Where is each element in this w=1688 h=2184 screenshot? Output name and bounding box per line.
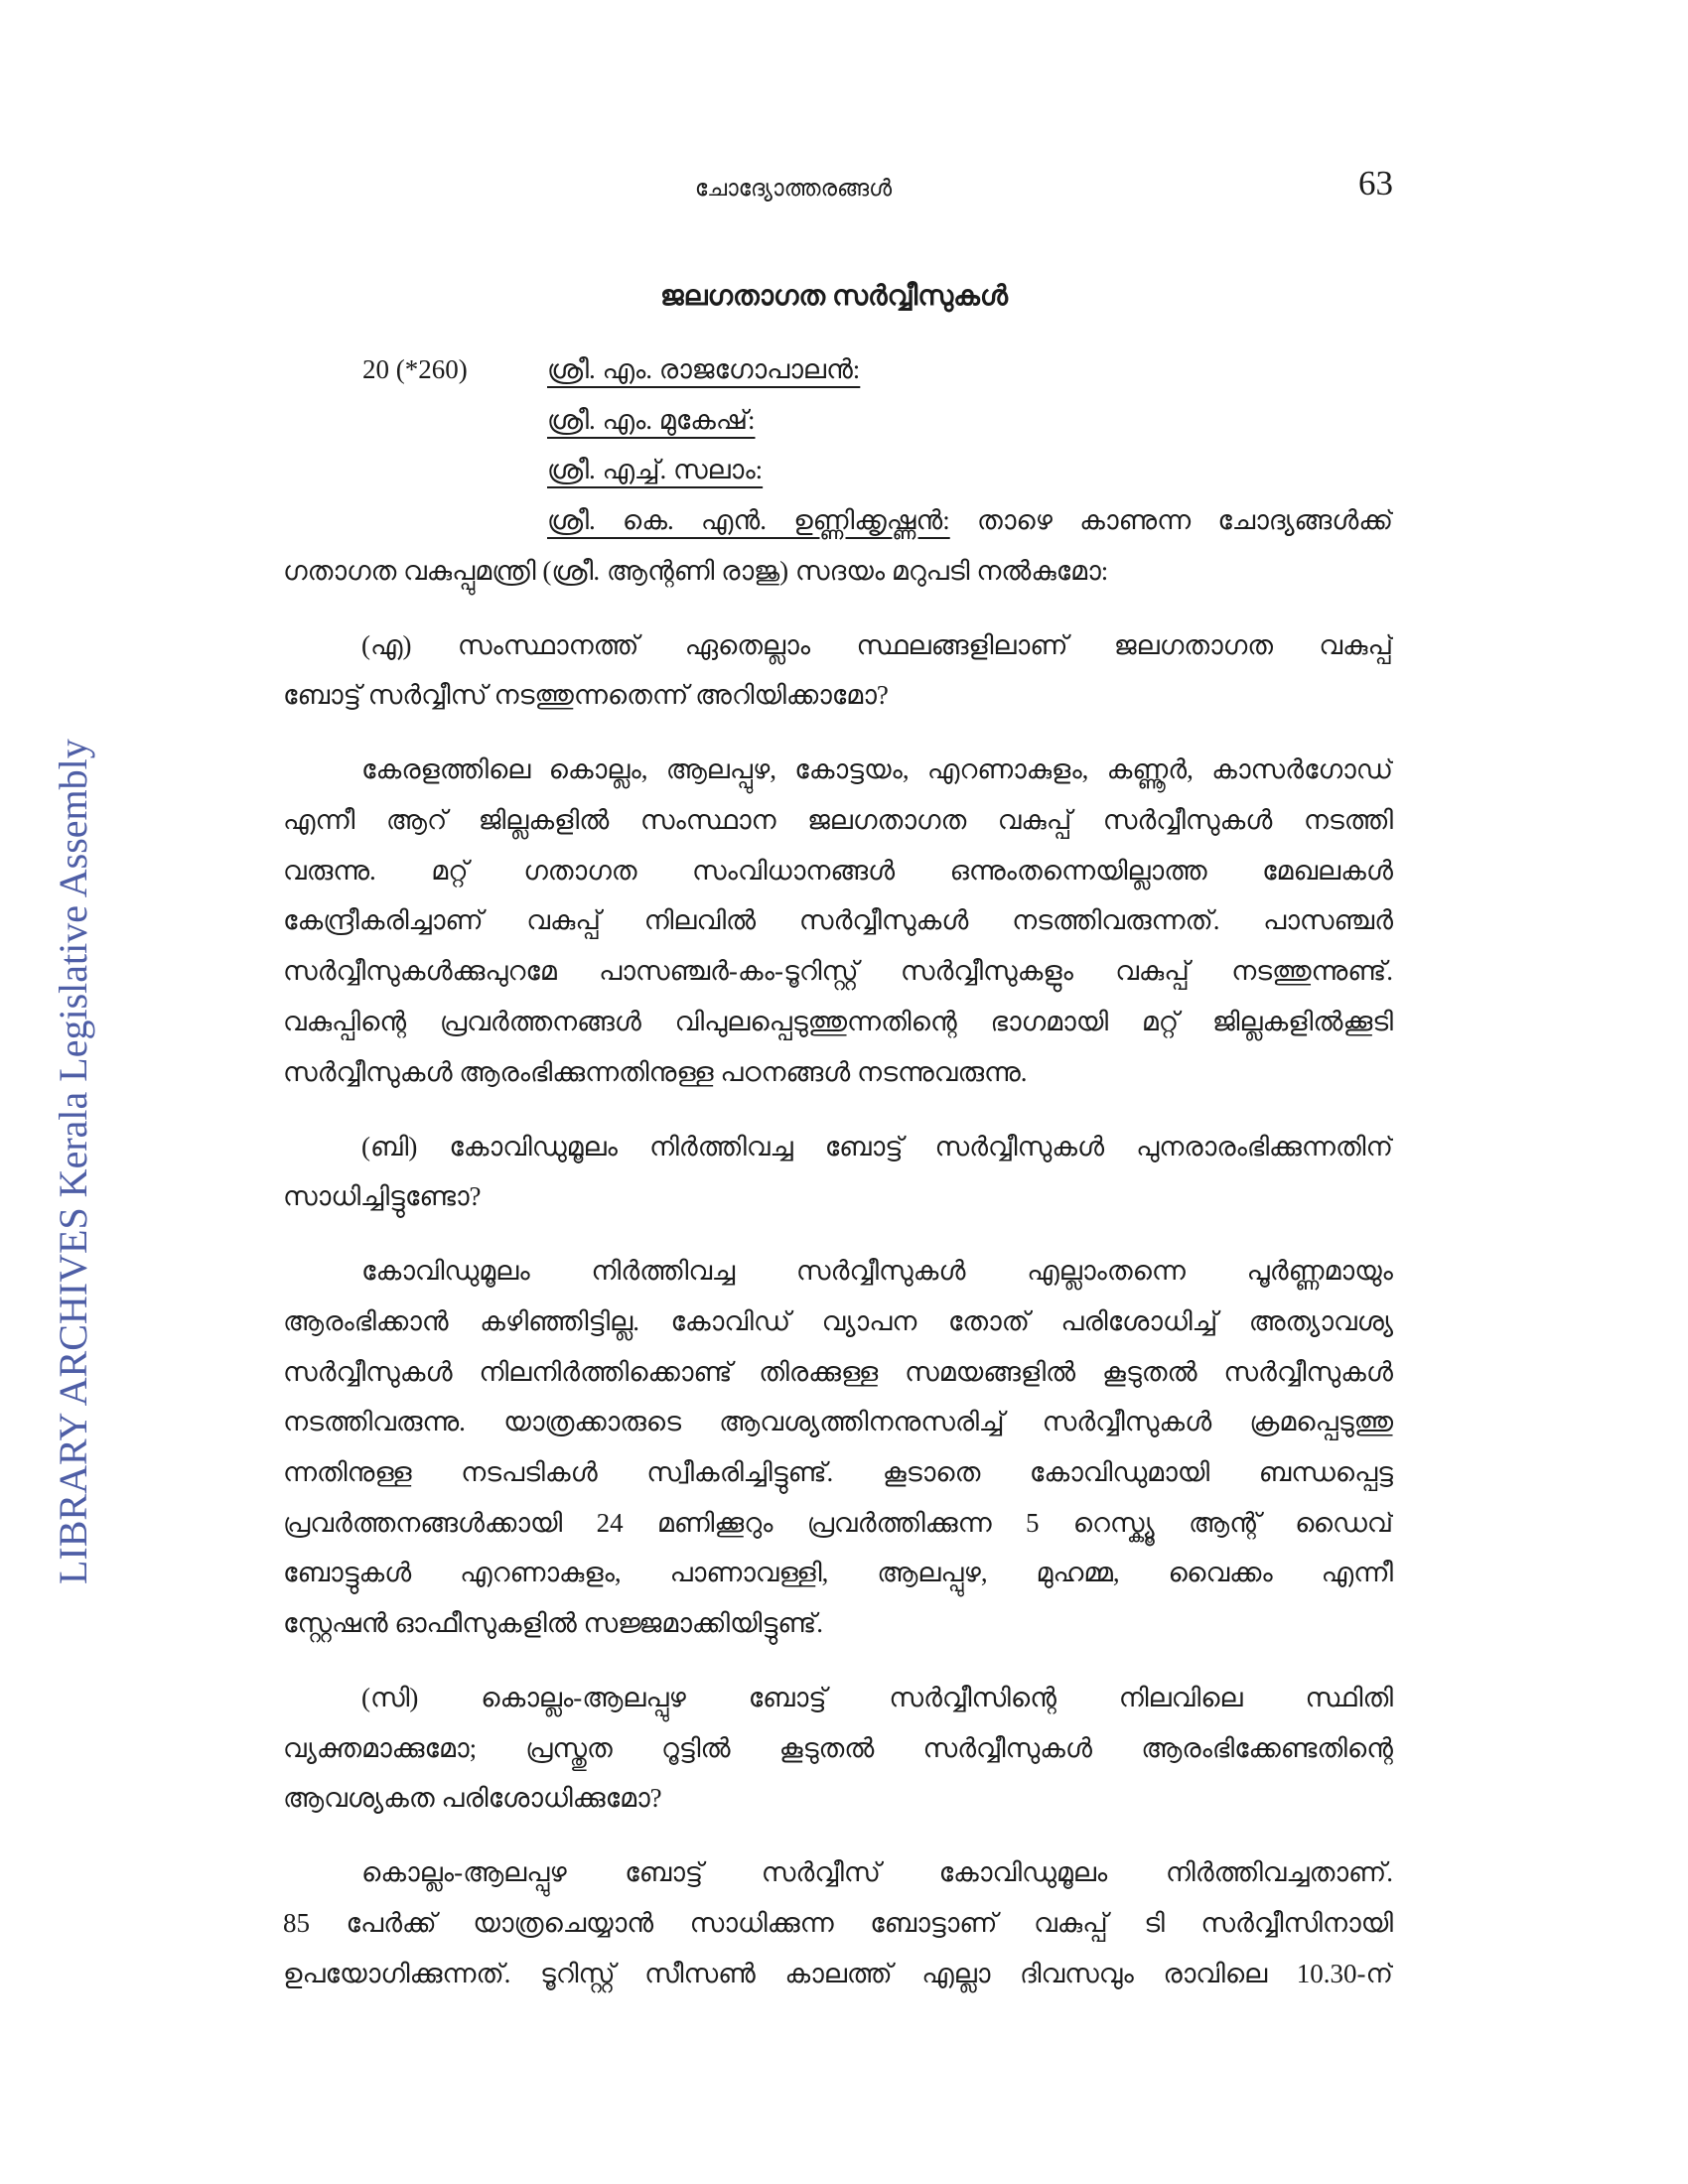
question-line: ബോട്ട് സർവ്വീസ് നടത്തുന്നതെന്ന് അറിയിക്കാമോ? bbox=[283, 680, 889, 711]
answer-line: സർവ്വീസുകൾ നിലനിർത്തിക്കൊണ്ട് തിരക്കുള്ള സമയങ്ങളിൽ കൂടുതൽ സർവ്വീസുകൾ bbox=[283, 1356, 1393, 1387]
question-line: സാധിച്ചിട്ടുണ്ടോ? bbox=[283, 1181, 482, 1212]
answer-line: ബോട്ടുകൾ എറണാകുളം, പാണാവള്ളി, ആലപ്പുഴ, മുഹമ്മ, വൈക്കം എന്നീ bbox=[283, 1558, 1393, 1588]
question-line: ആവശ്യകത പരിശോധിക്കുമോ? bbox=[283, 1783, 662, 1814]
answer-line: ന്നതിനുള്ള നടപടികൾ സ്വീകരിച്ചിട്ടുണ്ട്. കൂടാതെ കോവിഡുമായി ബന്ധപ്പെട്ട bbox=[283, 1456, 1393, 1487]
answer-line: സ്റ്റേഷൻ ഓഫീസുകളിൽ സജ്ജമാക്കിയിട്ടുണ്ട്. bbox=[283, 1608, 823, 1638]
question-line: വ്യക്തമാക്കുമോ; പ്രസ്തുത റൂട്ടിൽ കൂടുതൽ സർവ്വീസുകൾ ആരംഭിക്കേണ്ടതിന്റെ bbox=[283, 1732, 1393, 1763]
member-name: ശ്രീ. എം. രാജഗോപാലൻ: bbox=[547, 354, 861, 384]
answer-line: കേരളത്തിലെ കൊല്ലം, ആലപ്പുഴ, കോട്ടയം, എറണാകുളം, കണ്ണൂർ, കാസർഗോഡ് bbox=[361, 754, 1393, 785]
answer-line: കേന്ദ്രീകരിച്ചാണ് വകുപ്പ് നിലവിൽ സർവ്വീസുകൾ നടത്തിവരുന്നത്. പാസഞ്ചർ bbox=[283, 905, 1393, 936]
question-line: (എ) സംസ്ഥാനത്ത് ഏതെല്ലാം സ്ഥലങ്ങളിലാണ് ജലഗതാഗത വകുപ്പ് bbox=[361, 629, 1393, 660]
member-name: ശ്രീ. കെ. എൻ. ഉണ്ണിക്കൃഷ്ണൻ: bbox=[547, 505, 950, 536]
member-name: ശ്രീ. എച്ച്. സലാം: bbox=[547, 455, 764, 485]
running-header: ചോദ്യോത്തരങ്ങൾ bbox=[694, 176, 893, 201]
answer-line: പ്രവർത്തനങ്ങൾക്കായി 24 മണിക്കൂറും പ്രവർത്തിക്കുന്ന 5 റെസ്ക്യൂ ആന്റ് ഡൈവ് bbox=[283, 1507, 1393, 1538]
page-number: 63 bbox=[1358, 164, 1393, 203]
section-title: ജലഗതാഗത സർവ്വീസുകൾ bbox=[660, 281, 1008, 312]
answer-line: കൊല്ലം-ആലപ്പുഴ ബോട്ട് സർവ്വീസ് കോവിഡുമൂലം നിർത്തിവച്ചതാണ്. bbox=[361, 1857, 1393, 1888]
answer-line: സർവ്വീസുകൾ ആരംഭിക്കുന്നതിനുള്ള പഠനങ്ങൾ നടന്നുവരുന്നു. bbox=[283, 1056, 1028, 1087]
text-body bbox=[283, 344, 1393, 1998]
answer-c bbox=[283, 1847, 1393, 1998]
answer-line: എന്നീ ആറ് ജില്ലകളിൽ സംസ്ഥാന ജലഗതാഗത വകുപ്പ് സർവ്വീസുകൾ നടത്തി bbox=[283, 805, 1393, 836]
answer-line: വരുന്നു. മറ്റ് ഗതാഗത സംവിധാനങ്ങൾ ഒന്നുംതന്നെയില്ലാത്ത മേഖലകൾ bbox=[283, 855, 1393, 886]
answer-line: 85 പേർക്ക് യാത്രചെയ്യാൻ സാധിക്കുന്ന ബോട്ടാണ് വകുപ്പ് ടി സർവ്വീസിനായി bbox=[283, 1908, 1393, 1939]
question-intro-line bbox=[283, 495, 1393, 546]
question-request: താഴെ കാണുന്ന ചോദ്യങ്ങൾക്ക് bbox=[976, 505, 1393, 536]
answer-line: നടത്തിവരുന്നു. യാത്രക്കാരുടെ ആവശ്യത്തിനനുസരിച്ച് സർവ്വീസുകൾ ക്രമപ്പെടുത്തു bbox=[283, 1407, 1393, 1437]
question-intro bbox=[283, 344, 1393, 596]
archive-watermark: LIBRARY ARCHIVES Kerala Legislative Assembly bbox=[51, 739, 95, 1584]
answer-b bbox=[283, 1246, 1393, 1649]
question-a bbox=[283, 620, 1393, 721]
question-c bbox=[283, 1673, 1393, 1824]
question-intro-line bbox=[283, 445, 1393, 495]
member-name: ശ്രീ. എം. മുകേഷ്: bbox=[547, 404, 756, 435]
answer-line: കോവിഡുമൂലം നിർത്തിവച്ച സർവ്വീസുകൾ എല്ലാംതന്നെ പൂർണ്ണമായും bbox=[361, 1256, 1393, 1287]
answer-line: വകുപ്പിന്റെ പ്രവർത്തനങ്ങൾ വിപുലപ്പെടുത്തുന്നതിന്റെ ഭാഗമായി മറ്റ് ജില്ലകളിൽക്കൂടി bbox=[283, 1006, 1393, 1036]
question-intro-line bbox=[283, 344, 1393, 395]
question-intro-line bbox=[283, 395, 1393, 446]
question-b bbox=[283, 1122, 1393, 1222]
answer-line: ഉപയോഗിക്കുന്നത്. ടൂറിസ്റ്റ് സീസൺ കാലത്ത് എല്ലാ ദിവസവും രാവിലെ 10.30-ന് bbox=[283, 1958, 1393, 1988]
answer-a bbox=[283, 745, 1393, 1097]
question-line: (ബി) കോവിഡുമൂലം നിർത്തിവച്ച ബോട്ട് സർവ്വീസുകൾ പുനരാരംഭിക്കുന്നതിന് bbox=[361, 1131, 1393, 1161]
answer-line: സർവ്വീസുകൾക്കുപുറമേ പാസഞ്ചർ-കം-ടൂറിസ്റ്റ് സർവ്വീസുകളും വകുപ്പ് നടത്തുന്നുണ്ട്. bbox=[283, 956, 1393, 987]
question-number: 20 (*260) bbox=[362, 354, 468, 384]
answer-line: ആരംഭിക്കാൻ കഴിഞ്ഞിട്ടില്ല. കോവിഡ് വ്യാപന തോത് പരിശോധിച്ച് അത്യാവശ്യ bbox=[283, 1305, 1393, 1336]
question-line: (സി) കൊല്ലം-ആലപ്പുഴ ബോട്ട് സർവ്വീസിന്റെ നിലവിലെ സ്ഥിതി bbox=[361, 1682, 1393, 1712]
question-addressee: ഗതാഗത വകുപ്പുമന്ത്രി (ശ്രീ. ആന്റണി രാജു) സദയം മറുപടി നൽകുമോ: bbox=[283, 555, 1109, 586]
